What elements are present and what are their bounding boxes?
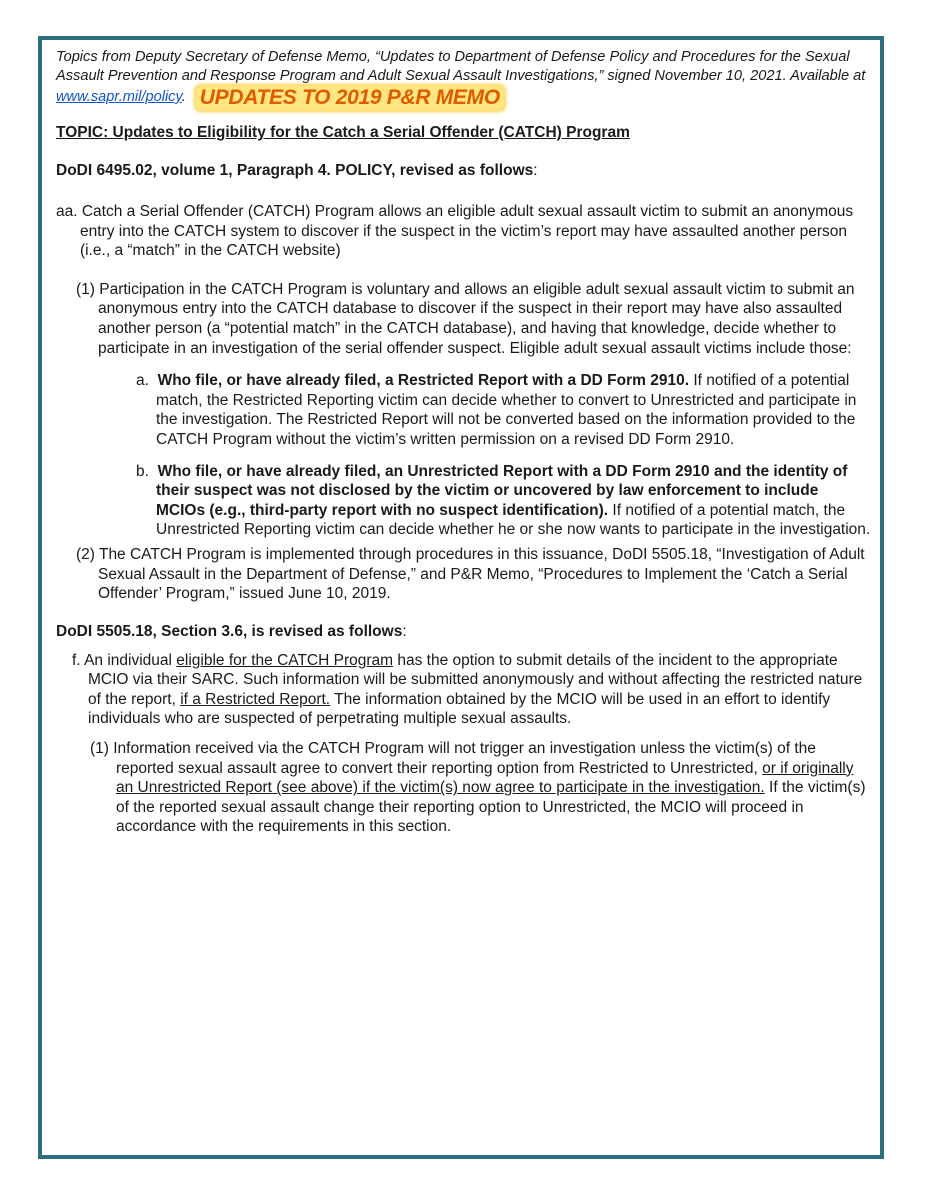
- section2-heading: [56, 622, 871, 642]
- section1-heading-colon: :: [533, 162, 538, 179]
- paragraph-b: [136, 462, 871, 540]
- paragraph-f-post: The information obtained by the MCIO will be used in an effort to identify individuals who are suspected of perpetrating multiple sexual assaults.: [88, 690, 831, 728]
- paragraph-f: [72, 651, 871, 729]
- paragraph-a-label: a.: [136, 372, 149, 390]
- paragraph-aa: aa. Catch a Serial Offender (CATCH) Program allows an eligible adult sexual assault victim to submit an anonymous entry into the CATCH system to discover if the suspect in the victim’s report may have assaulted another person (i.e., a “match” in the CATCH website): [56, 203, 854, 260]
- section1-heading-text: DoDI 6495.02, volume 1, Paragraph 4. POLICY, revised as follows: [56, 162, 534, 179]
- paragraph-b-label: b.: [136, 462, 149, 480]
- section1-heading: [56, 161, 871, 181]
- paragraph-f1: [90, 739, 871, 837]
- intro-note: [56, 48, 871, 110]
- paragraph-f-pre: f. An individual: [72, 651, 177, 669]
- document-body: [56, 48, 871, 837]
- paragraph-f-mid: has the option to submit details of the incident to the appropriate MCIO via their SARC. Such information will be submitted anonymously and without affecting the restricted nature of the report,: [88, 651, 863, 708]
- paragraph-a-bold: Who file, or have already filed, a Restricted Report with a DD Form 2910.: [157, 372, 690, 390]
- intro-text: Topics from Deputy Secretary of Defense Memo, “Updates to Department of Defense Policy and Procedures for the Sexual Assault Prevention and Response Program and Adult Sexual Assault Investigations,” signed November 10, 2021. Available at: [56, 49, 866, 84]
- policy-link[interactable]: www.sapr.mil/policy: [56, 89, 182, 105]
- section2-heading-colon: :: [402, 622, 407, 640]
- intro-period: .: [181, 89, 186, 105]
- paragraph-a: [136, 371, 871, 449]
- topic-heading: TOPIC: Updates to Eligibility for the Catch a Serial Offender (CATCH) Program: [56, 124, 630, 141]
- paragraph-1: (1) Participation in the CATCH Program is voluntary and allows an eligible adult sexual assault victim to submit an anonymous entry into the CATCH database to discover if the suspect in their report may have also assaulted another person (a “potential match” in the CATCH database), and having that knowledge, decide whether to participate in an investigation of the serial offender suspect. Eligible adult sexual assault victims include those:: [76, 280, 855, 357]
- section2-heading-text: DoDI 5505.18, Section 3.6, is revised as follows: [56, 622, 403, 640]
- updates-badge: UPDATES TO 2019 P&R MEMO: [196, 86, 504, 110]
- paragraph-f-underline-1: eligible for the CATCH Program: [176, 651, 394, 669]
- paragraph-f-underline-2: if a Restricted Report.: [180, 690, 331, 708]
- paragraph-b-text: If notified of a potential match, the Unrestricted Reporting victim can decide whether he or she now wants to participate in the investigation.: [156, 501, 871, 539]
- paragraph-b-bold: Who file, or have already filed, an Unrestricted Report with a DD Form 2910 and the identity of their suspect was not disclosed by the victim or uncovered by law enforcement to include MCIOs (e.g., third-party report with no suspect identification).: [156, 462, 848, 519]
- paragraph-2: (2) The CATCH Program is implemented through procedures in this issuance, DoDI 5505.18, “Investigation of Adult Sexual Assault in the Department of Defense,” and P&R Memo, “Procedures to Implement the ‘Catch a Serial Offender’ Program,” issued June 10, 2019.: [76, 545, 865, 603]
- paragraph-a-text: If notified of a potential match, the Restricted Reporting victim can decide whether to convert to Unrestricted and participate in the investigation. The Restricted Report will not be converted based on the information provided to the CATCH Program without the victim’s written permission on a revised DD Form 2910.: [156, 372, 857, 448]
- paragraph-f1-post: If the victim(s) of the reported sexual assault change their reporting option to Unrestricted, the MCIO will proceed in accordance with the requirements in this section.: [116, 779, 866, 836]
- paragraph-f1-underline: or if originally an Unrestricted Report (see above) if the victim(s) now agree to participate in the investigation.: [116, 759, 854, 797]
- paragraph-f1-pre: (1) Information received via the CATCH Program will not trigger an investigation unless the victim(s) of the reported sexual assault agree to convert their reporting option from Restricted to Unrestricted,: [90, 740, 816, 777]
